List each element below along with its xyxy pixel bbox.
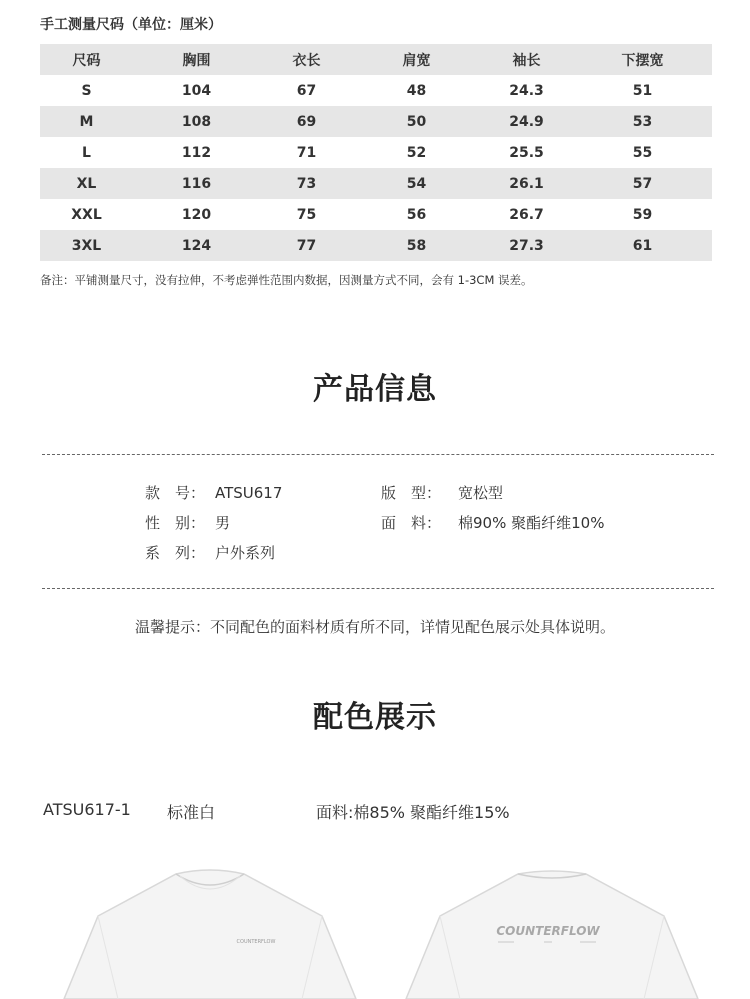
table-cell: 57: [573, 168, 712, 199]
tshirt-back-image: [402, 866, 702, 999]
table-cell: 27.3: [480, 230, 573, 261]
table-cell: 104: [181, 82, 212, 99]
table-cell: 61: [573, 230, 712, 261]
table-cell: 77: [260, 230, 353, 261]
table-cell: 108: [133, 106, 260, 137]
table-cell: 69: [260, 106, 353, 137]
gender-label: 性 别：: [145, 514, 206, 532]
divider: [42, 454, 714, 455]
table-cell: 112: [181, 144, 212, 161]
size-table: [40, 44, 712, 261]
header-shoulder: 肩宽: [353, 44, 480, 75]
colorway-title: 配色展示: [313, 700, 437, 735]
table-cell: 59: [632, 206, 653, 223]
table-cell: 52: [406, 144, 427, 161]
table-cell: L: [82, 144, 91, 161]
table-cell: XL: [40, 168, 133, 199]
divider: [42, 588, 714, 589]
table-cell: 26.1: [480, 168, 573, 199]
table-cell: 71: [296, 144, 317, 161]
table-cell: 24.9: [480, 106, 573, 137]
back-logo-print: COUNTERFLOW: [496, 924, 600, 938]
table-cell: 124: [133, 230, 260, 261]
header-chest: 胸围: [133, 44, 260, 75]
table-cell: M: [40, 106, 133, 137]
table-cell: 58: [353, 230, 480, 261]
fabric-field: [381, 512, 604, 533]
table-cell: 120: [181, 206, 212, 223]
table-cell: 75: [296, 206, 317, 223]
size-chart-title: 手工测量尺码（单位：厘米）: [40, 17, 222, 33]
table-cell: 26.7: [509, 206, 544, 223]
series-value: 户外系列: [215, 544, 276, 562]
fit-value: 宽松型: [458, 484, 504, 502]
table-cell: 54: [353, 168, 480, 199]
gender-value: 男: [215, 514, 231, 532]
header-length: 衣长: [260, 44, 353, 75]
colorway-code: ATSU617-1: [43, 800, 131, 819]
table-cell: 56: [406, 206, 427, 223]
header-hem: 下摆宽: [573, 44, 712, 75]
table-row: [40, 75, 712, 106]
table-cell: 73: [260, 168, 353, 199]
colorway-color-name: 标准白: [167, 803, 216, 822]
table-row: [40, 137, 712, 168]
fabric-value: 棉90% 聚酯纤维10%: [458, 514, 605, 532]
table-cell: 67: [296, 82, 317, 99]
product-info-title: 产品信息: [313, 372, 437, 407]
table-cell: 48: [406, 82, 427, 99]
table-cell: 24.3: [509, 82, 544, 99]
tshirt-front-image: [60, 866, 360, 999]
table-row: [40, 230, 712, 261]
fit-field: [381, 482, 503, 503]
warm-tip: 温馨提示：不同配色的面料材质有所不同，详情见配色展示处具体说明。: [134, 618, 615, 636]
table-cell: 25.5: [509, 144, 544, 161]
table-cell: 3XL: [40, 230, 133, 261]
table-cell: 53: [573, 106, 712, 137]
table-row: [40, 106, 712, 137]
table-cell: XXL: [71, 206, 102, 223]
header-sleeve: 袖长: [480, 44, 573, 75]
gender-field: [145, 512, 230, 533]
header-size: 尺码: [40, 44, 133, 75]
model-label: 款 号：: [145, 484, 206, 502]
table-cell: S: [81, 82, 92, 99]
table-cell: 51: [632, 82, 653, 99]
model-value: ATSU617: [215, 484, 283, 502]
series-label: 系 列：: [145, 544, 206, 562]
front-chest-print: COUNTERFLOW: [236, 939, 276, 945]
size-chart-note: 备注：平铺测量尺寸，没有拉伸，不考虑弹性范围内数据，因测量方式不同，会有 1-3CM 误差。: [40, 273, 533, 287]
table-row: [40, 168, 712, 199]
table-cell: 50: [353, 106, 480, 137]
table-cell: 116: [133, 168, 260, 199]
fit-label: 版 型：: [381, 484, 442, 502]
fabric-label: 面 料：: [381, 514, 442, 532]
series-field: [145, 542, 275, 563]
model-field: [145, 482, 282, 503]
colorway-fabric: 面料:棉85% 聚酯纤维15%: [316, 803, 510, 822]
table-row: [40, 199, 712, 230]
table-cell: 55: [632, 144, 653, 161]
table-header-row: [40, 44, 712, 75]
